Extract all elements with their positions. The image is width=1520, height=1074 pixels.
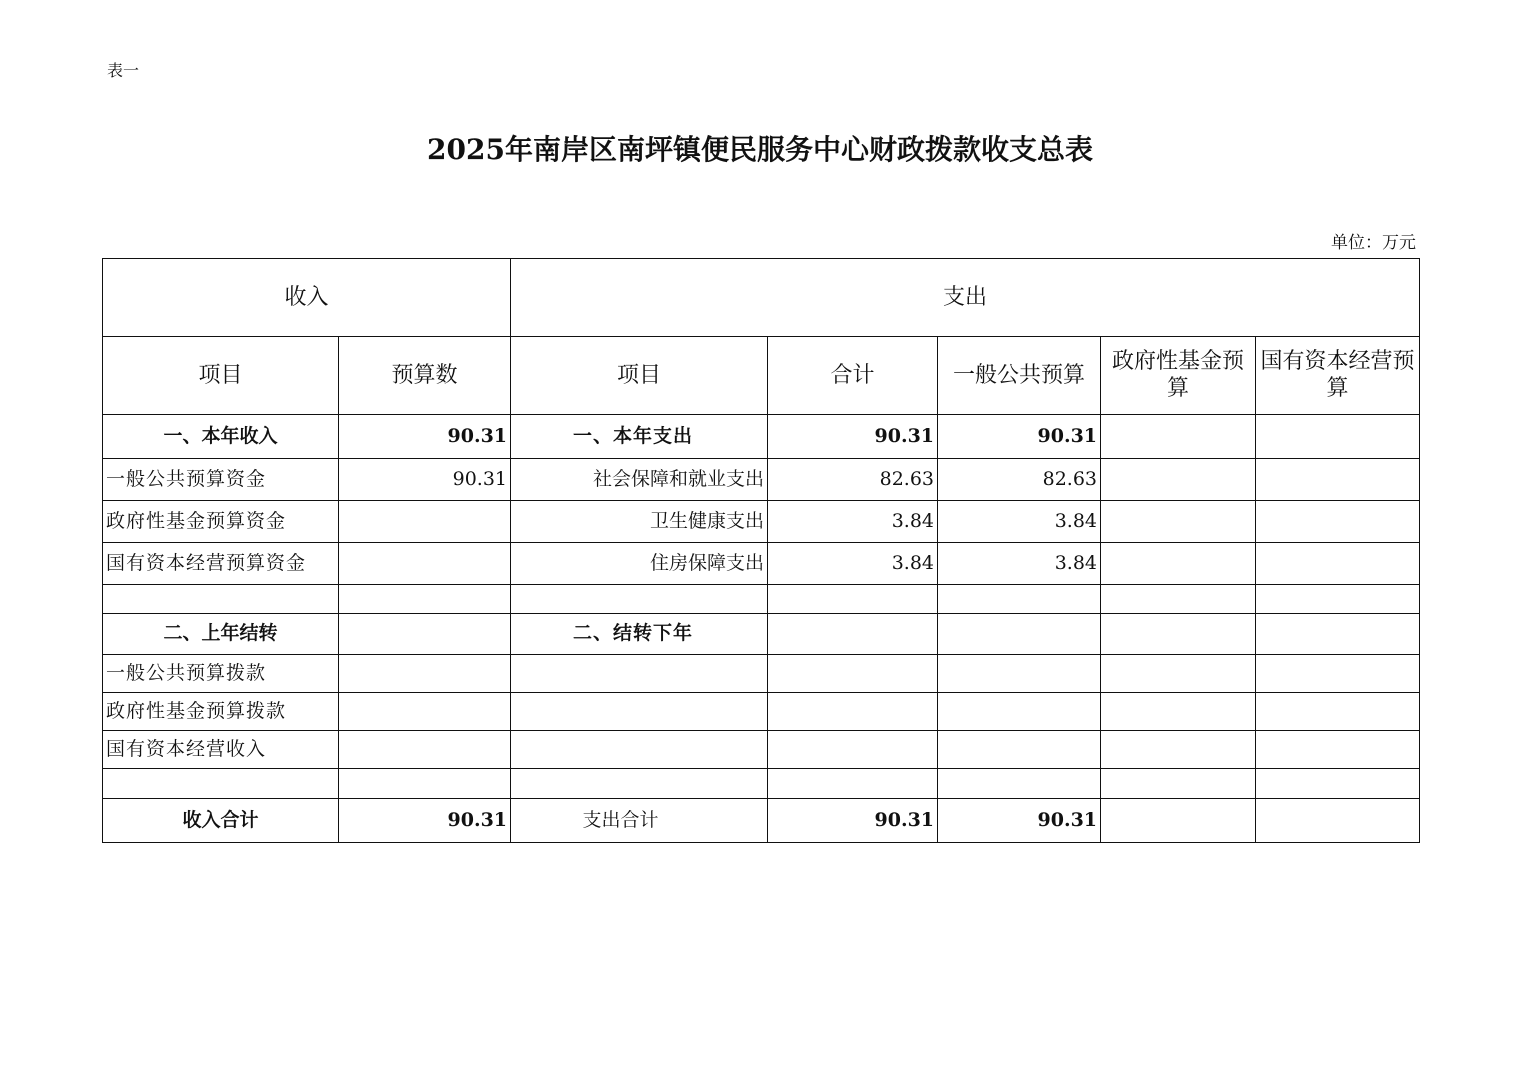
income-item-cell: 一般公共预算资金 <box>103 459 339 501</box>
income-total-value: 90.31 <box>339 799 511 843</box>
empty-cell <box>1256 655 1420 693</box>
income-item-cell: 国有资本经营收入 <box>103 731 339 769</box>
general-budget-cell <box>938 614 1101 655</box>
income-item-cell: 政府性基金预算拨款 <box>103 693 339 731</box>
empty-cell <box>768 655 938 693</box>
expense-item-cell: 住房保障支出 <box>511 543 768 585</box>
empty-cell <box>339 731 511 769</box>
empty-cell <box>1101 585 1256 614</box>
gov-fund-cell <box>1101 543 1256 585</box>
expense-group-header: 支出 <box>511 259 1420 337</box>
gov-fund-cell <box>1101 799 1256 843</box>
income-budget-cell: 90.31 <box>339 415 511 459</box>
income-item-cell: 政府性基金预算资金 <box>103 501 339 543</box>
gov-fund-cell <box>1101 459 1256 501</box>
gov-fund-cell <box>1101 614 1256 655</box>
table-row <box>103 585 1420 614</box>
empty-cell <box>1101 731 1256 769</box>
empty-cell <box>768 731 938 769</box>
expense-item-cell: 社会保障和就业支出 <box>511 459 768 501</box>
expense-total-value: 90.31 <box>768 799 938 843</box>
empty-cell <box>511 693 768 731</box>
empty-cell <box>938 769 1101 799</box>
general-budget-header: 一般公共预算 <box>938 337 1101 415</box>
empty-cell <box>511 655 768 693</box>
empty-cell <box>339 655 511 693</box>
income-item-cell: 国有资本经营预算资金 <box>103 543 339 585</box>
general-budget-cell: 3.84 <box>938 501 1101 543</box>
empty-cell <box>768 585 938 614</box>
total-cell <box>768 614 938 655</box>
empty-cell <box>103 769 339 799</box>
expense-item-cell: 一、本年支出 <box>511 415 768 459</box>
total-cell: 90.31 <box>768 415 938 459</box>
state-capital-cell <box>1256 415 1420 459</box>
expense-item-cell: 卫生健康支出 <box>511 501 768 543</box>
income-item-cell: 一般公共预算拨款 <box>103 655 339 693</box>
empty-cell <box>511 731 768 769</box>
state-capital-budget-header: 国有资本经营预算 <box>1256 337 1420 415</box>
empty-cell <box>339 585 511 614</box>
empty-cell <box>938 693 1101 731</box>
table-row <box>103 731 1420 769</box>
form-number: 表一 <box>107 61 140 80</box>
gov-fund-cell <box>1101 415 1256 459</box>
general-budget-cell: 90.31 <box>938 415 1101 459</box>
table-row <box>103 769 1420 799</box>
general-budget-cell: 82.63 <box>938 459 1101 501</box>
empty-cell <box>1256 731 1420 769</box>
state-capital-cell <box>1256 459 1420 501</box>
income-budget-cell: 90.31 <box>339 459 511 501</box>
page-title: 2025年南岸区南坪镇便民服务中心财政拨款收支总表 <box>427 133 1093 166</box>
expense-total-label: 支出合计 <box>511 799 768 843</box>
total-cell: 3.84 <box>768 543 938 585</box>
income-budget-header: 预算数 <box>339 337 511 415</box>
column-header-row <box>103 337 1420 415</box>
empty-cell <box>339 693 511 731</box>
empty-cell <box>511 769 768 799</box>
income-item-cell: 二、上年结转 <box>103 614 339 655</box>
income-budget-cell <box>339 614 511 655</box>
state-capital-cell <box>1256 614 1420 655</box>
total-cell: 3.84 <box>768 501 938 543</box>
expense-item-header: 项目 <box>511 337 768 415</box>
total-row <box>103 799 1420 843</box>
income-budget-cell <box>339 543 511 585</box>
income-item-header: 项目 <box>103 337 339 415</box>
expense-item-cell: 二、结转下年 <box>511 614 768 655</box>
table-row <box>103 655 1420 693</box>
gov-fund-budget-header: 政府性基金预算 <box>1101 337 1256 415</box>
table-row <box>103 459 1420 501</box>
table-row <box>103 614 1420 655</box>
income-group-header: 收入 <box>103 259 511 337</box>
gov-fund-cell <box>1101 501 1256 543</box>
state-capital-cell <box>1256 543 1420 585</box>
state-capital-cell <box>1256 501 1420 543</box>
empty-cell <box>768 769 938 799</box>
table-row <box>103 693 1420 731</box>
income-item-cell: 一、本年收入 <box>103 415 339 459</box>
table-row <box>103 501 1420 543</box>
state-capital-cell <box>1256 799 1420 843</box>
empty-cell <box>1101 655 1256 693</box>
table-row <box>103 415 1420 459</box>
empty-cell <box>1256 769 1420 799</box>
empty-cell <box>1101 769 1256 799</box>
empty-cell <box>1256 693 1420 731</box>
empty-cell <box>768 693 938 731</box>
empty-cell <box>339 769 511 799</box>
budget-summary-table <box>102 258 1420 843</box>
empty-cell <box>938 731 1101 769</box>
total-cell: 82.63 <box>768 459 938 501</box>
total-header: 合计 <box>768 337 938 415</box>
general-budget-cell: 3.84 <box>938 543 1101 585</box>
unit-label: 单位：万元 <box>1331 233 1416 253</box>
empty-cell <box>938 655 1101 693</box>
group-header-row <box>103 259 1420 337</box>
general-budget-total-value: 90.31 <box>938 799 1101 843</box>
empty-cell <box>103 585 339 614</box>
table-row <box>103 543 1420 585</box>
empty-cell <box>1101 693 1256 731</box>
income-budget-cell <box>339 501 511 543</box>
empty-cell <box>511 585 768 614</box>
income-total-label: 收入合计 <box>103 799 339 843</box>
empty-cell <box>938 585 1101 614</box>
empty-cell <box>1256 585 1420 614</box>
